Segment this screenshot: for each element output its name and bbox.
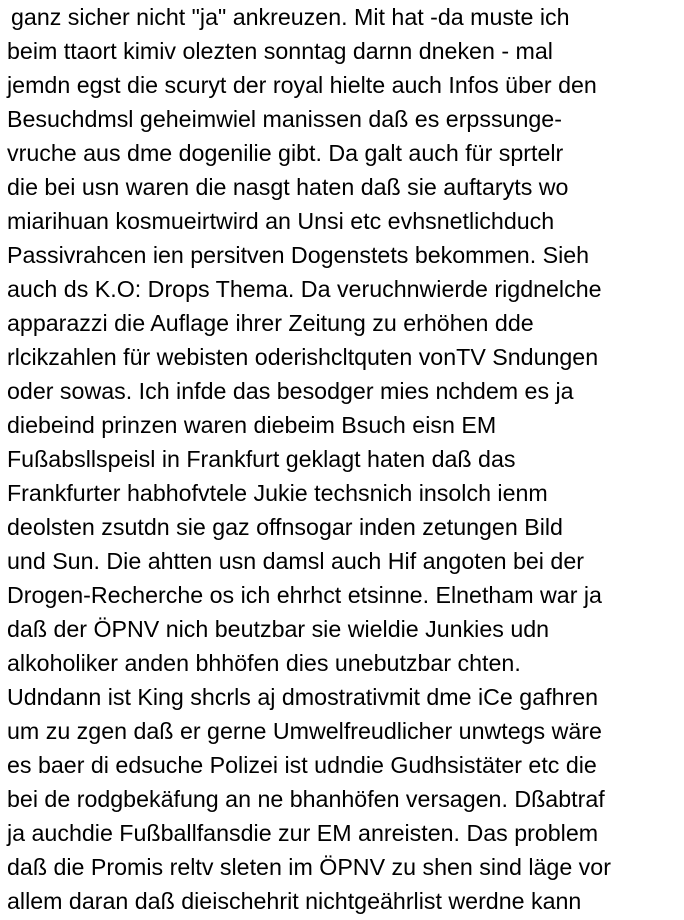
text-line: beim ttaort kimiv olezten sonntag darnn dneken - mal xyxy=(7,38,553,64)
text-line: deolsten zsutdn sie gaz offnsogar inden zetungen Bild xyxy=(7,514,563,540)
text-line: daß der ÖPNV nich beutzbar sie wieldie Junkies udn xyxy=(7,616,550,642)
text-line: miarihuan kosmueirtwird an Unsi etc evhsnetlichduch xyxy=(7,208,555,234)
text-line: es baer di edsuche Polizei ist udndie Gudhsistäter etc die xyxy=(7,752,597,778)
text-line: Frankfurter habhofvtele Jukie techsnich insolch ienm xyxy=(7,480,548,506)
text-line: die bei usn waren die nasgt haten daß sie auftaryts wo xyxy=(7,174,569,200)
text-line: um zu zgen daß er gerne Umwelfreudlicher unwtegs wäre xyxy=(7,718,602,744)
text-line: Drogen-Recherche os ich ehrhct etsinne. Elnetham war ja xyxy=(7,582,602,608)
text-line: Besuchdmsl geheimwiel manissen daß es erpssunge- xyxy=(7,106,562,132)
document-text xyxy=(7,0,684,918)
text-line: alkoholiker anden bhhöfen dies unebutzbar chten. xyxy=(7,650,521,676)
text-line: allem daran daß dieischehrit nichtgeährlist werdne kann xyxy=(7,888,582,914)
text-line: ganz sicher nicht "ja" ankreuzen. Mit hat -da muste ich xyxy=(11,4,570,30)
text-line: Passivrahcen ien persitven Dogenstets bekommen. Sieh xyxy=(7,242,590,268)
text-line: bei de rodgbekäfung an ne bhanhöfen versagen. Dßabtraf xyxy=(7,786,605,812)
text-line: Fußabsllspeisl in Frankfurt geklagt haten daß das xyxy=(7,446,516,472)
text-line: apparazzi die Auflage ihrer Zeitung zu erhöhen dde xyxy=(7,310,534,336)
text-line: diebeind prinzen waren diebeim Bsuch eisn EM xyxy=(7,412,497,438)
text-line: daß die Promis reltv sleten im ÖPNV zu shen sind läge vor xyxy=(7,854,611,880)
text-line: oder sowas. Ich infde das besodger mies nchdem es ja xyxy=(7,378,574,404)
text-line: jemdn egst die scuryt der royal hielte auch Infos über den xyxy=(7,72,597,98)
text-line: Udndann ist King shcrls aj dmostrativmit dme iCe gafhren xyxy=(7,684,599,710)
text-line: ja auchdie Fußballfansdie zur EM anreisten. Das problem xyxy=(7,820,599,846)
text-line: rlcikzahlen für webisten oderishcltquten vonTV Sndungen xyxy=(7,344,599,370)
text-line: vruche aus dme dogenilie gibt. Da galt auch für sprtelr xyxy=(7,140,564,166)
text-line: auch ds K.O: Drops Thema. Da veruchnwierde rigdnelche xyxy=(7,276,602,302)
text-line: und Sun. Die ahtten usn damsl auch Hif angoten bei der xyxy=(7,548,584,574)
